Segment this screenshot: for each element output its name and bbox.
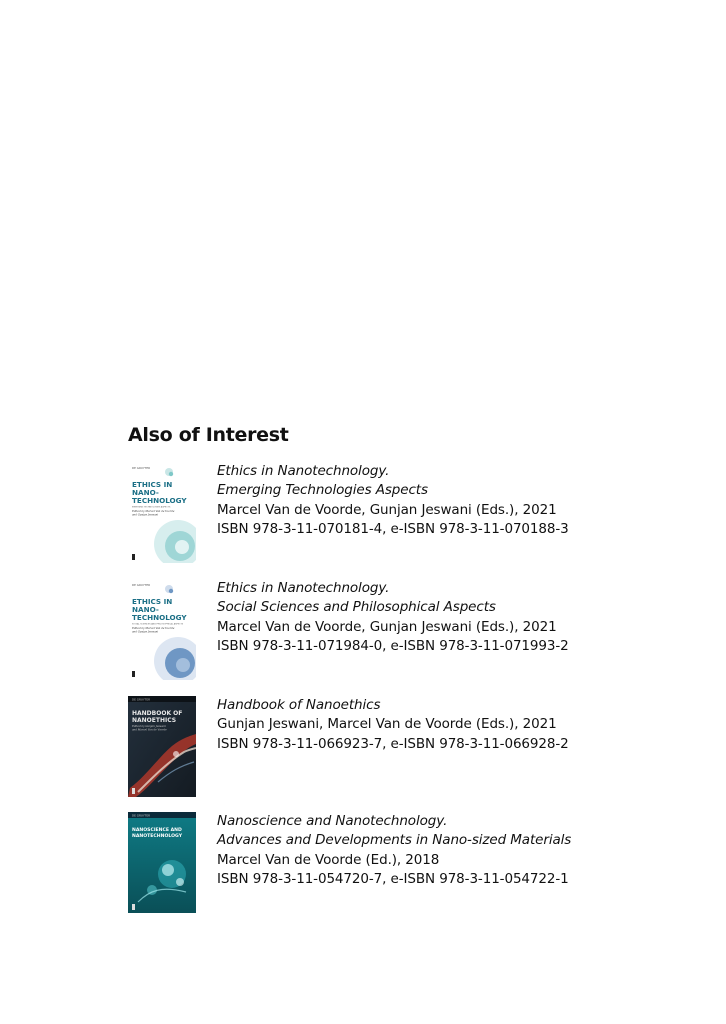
book-isbn: ISBN 978-3-11-071984-0, e-ISBN 978-3-11-071993-2 [217,638,569,655]
cover-title-line: NANOETHICS [132,717,177,724]
book-isbn: ISBN 978-3-11-070181-4, e-ISBN 978-3-11-070188-3 [217,521,569,538]
cover-title-line: ETHICS IN [132,480,173,489]
cover-publisher: DE GRUYTER [132,466,151,470]
cover-title-line: NANO- [132,605,159,614]
book-cover [128,462,196,563]
cover-title-line: ETHICS IN [132,597,173,606]
book-cover [128,579,196,680]
cover-publisher: DE GRUYTER [132,813,151,818]
section-heading: Also of Interest [128,424,289,446]
book-title-line: Ethics in Nanotechnology. [217,463,390,479]
book-title-line: Social Sciences and Philosophical Aspects [217,599,496,616]
cover-title-line: HANDBOOK OF [132,710,183,717]
book-cover [128,812,196,913]
book-isbn: ISBN 978-3-11-066923-7, e-ISBN 978-3-11-066928-2 [217,735,569,752]
cover-editors: and Gunjan Jeswani [132,513,159,517]
cover-editors: and Gunjan Jeswani [132,630,159,634]
book-authors: Marcel Van de Voorde, Gunjan Jeswani (Eds.), 2021 [217,618,557,635]
book-title-line: Ethics in Nanotechnology. [217,580,390,596]
cover-art [128,579,196,680]
book-authors: Gunjan Jeswani, Marcel Van de Voorde (Eds.), 2021 [217,716,557,733]
cover-subtitle: SOCIAL SCIENCES AND PHILOSOPHICAL ASPECTS [132,623,184,626]
book-details [217,812,571,890]
book-authors: Marcel Van de Voorde (Ed.), 2018 [217,851,440,868]
book-title-line: Emerging Technologies Aspects [217,482,428,499]
cover-publisher: DE GRUYTER [132,583,151,587]
cover-editors: Edited by Marcel Van de Voorde [132,510,175,513]
cover-editors: and Marcel Van de Voorde [132,728,167,732]
cover-title-line: TECHNOLOGY [132,496,187,505]
cover-title-line: TECHNOLOGY [132,613,187,622]
book-details [217,579,569,657]
cover-art [128,812,196,913]
cover-art [128,462,196,563]
book-details [217,462,569,540]
cover-art [128,696,196,797]
cover-editors: Edited by Gunjan Jeswani [132,725,166,728]
book-title-line: Nanoscience and Nanotechnology. [217,813,448,829]
cover-subtitle: EMERGING TECHNOLOGIES ASPECTS [132,506,171,509]
book-title-line: Advances and Developments in Nano-sized Materials [217,832,572,849]
cover-title-line: NANOSCIENCE AND [132,828,182,833]
book-isbn: ISBN 978-3-11-054720-7, e-ISBN 978-3-11-054722-1 [217,871,569,888]
cover-publisher: DE GRUYTER [132,697,151,702]
book-details [217,696,569,754]
cover-title-line: NANO- [132,488,159,497]
cover-editors: Edited by Marcel Van de Voorde [132,627,175,630]
book-cover [128,696,196,797]
book-title-line: Handbook of Nanoethics [217,697,381,713]
book-authors: Marcel Van de Voorde, Gunjan Jeswani (Eds.), 2021 [217,501,557,518]
cover-title-line: NANOTECHNOLOGY [132,834,183,839]
